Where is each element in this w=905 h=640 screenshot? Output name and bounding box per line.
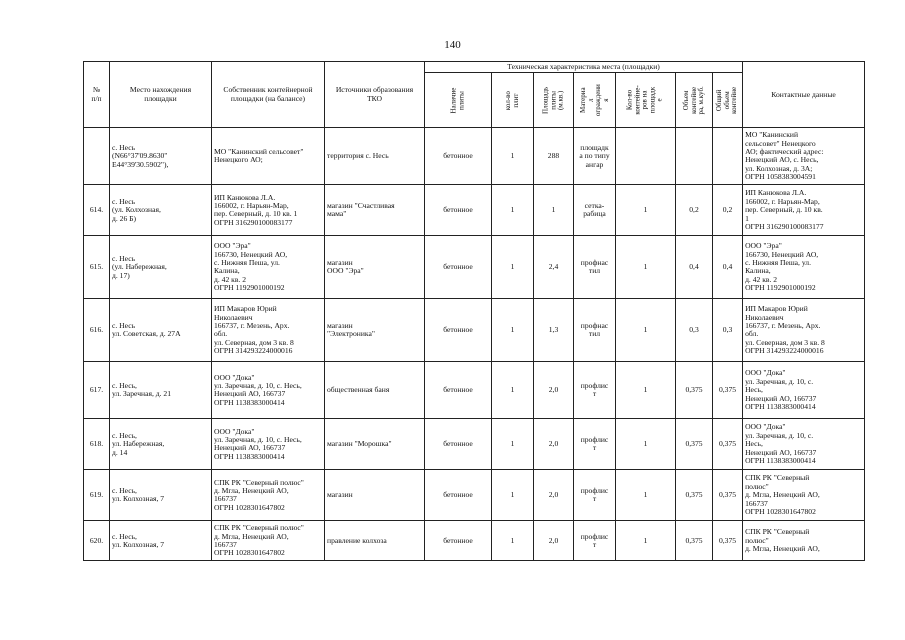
row-count [616, 128, 676, 185]
row-total: 0,375 [713, 419, 743, 470]
row-volume: 0,2 [676, 185, 713, 236]
row-fence: сетка- рабица [574, 185, 616, 236]
row-place: с. Несь, ул. Колхозная, 7 [110, 521, 212, 561]
subheader-slab-area: Площадь плиты (м.кв.) [534, 73, 574, 128]
row-owner: СПК РК "Северный полюс" д. Мгла, Ненецкий АО, 166737 ОГРН 1028301647802 [212, 470, 325, 521]
row-owner: ООО "Эра" 166730, Ненецкий АО, с. Нижняя Пеша, ул. Калина, д. 42 кв. 2 ОГРН 1192901000192 [212, 236, 325, 299]
row-total: 0,4 [713, 236, 743, 299]
row-slab: бетонное [425, 521, 492, 561]
row-fence: профнас тил [574, 236, 616, 299]
subheader-total-volume: Общий объем контейне [713, 73, 743, 128]
row-place: с. Несь (ул. Набережная, д. 17) [110, 236, 212, 299]
row-owner: ИП Макаров Юрий Николаевич 166737, г. Мезень, Арх. обл. ул. Северная, дом 3 кв. 8 ОГРН 314293224000016 [212, 299, 325, 362]
row-slabs: 1 [492, 128, 534, 185]
row-slab: бетонное [425, 299, 492, 362]
header-owner: Собственник контейнерной площадки (на балансе) [212, 62, 325, 128]
row-num: 614. [84, 185, 110, 236]
row-area: 2,0 [534, 419, 574, 470]
row-place: с. Несь, ул. Заречная, д. 21 [110, 362, 212, 419]
row-slab: бетонное [425, 362, 492, 419]
row-total [713, 128, 743, 185]
row-area: 1,3 [534, 299, 574, 362]
row-count: 1 [616, 362, 676, 419]
row-slabs: 1 [492, 521, 534, 561]
row-source: магазин "Морошка" [325, 419, 425, 470]
subheader-slabs-count: кол-во плит [492, 73, 534, 128]
row-contacts: СПК РК "Северный полюс" д. Мгла, Ненецкий АО, 166737 ОГРН 1028301647802 [743, 470, 865, 521]
row-slabs: 1 [492, 185, 534, 236]
row-place: с. Несь (N66°37'09.8630" E44°39'30.5902"), [110, 128, 212, 185]
row-num: 620. [84, 521, 110, 561]
row-count: 1 [616, 299, 676, 362]
row-fence: профлис т [574, 470, 616, 521]
row-area: 1 [534, 185, 574, 236]
row-contacts: ИП Макаров Юрий Николаевич 166737, г. Мезень, Арх. обл. ул. Северная, дом 3 кв. 8 ОГРН 314293224000016 [743, 299, 865, 362]
row-total: 0,3 [713, 299, 743, 362]
row-total: 0,375 [713, 362, 743, 419]
row-slab: бетонное [425, 128, 492, 185]
row-source: общественная баня [325, 362, 425, 419]
row-num [84, 128, 110, 185]
row-volume [676, 128, 713, 185]
table-row [84, 299, 865, 362]
row-num: 615. [84, 236, 110, 299]
row-slabs: 1 [492, 419, 534, 470]
row-area: 2,4 [534, 236, 574, 299]
subheader-slab: Наличие плиты [425, 73, 492, 128]
row-source: магазин [325, 470, 425, 521]
row-num: 617. [84, 362, 110, 419]
row-source: магазин ООО "Эра" [325, 236, 425, 299]
header-source: Источники образования ТКО [325, 62, 425, 128]
row-total: 0,2 [713, 185, 743, 236]
row-owner: ООО "Дока" ул. Заречная, д. 10, с. Несь, Ненецкий АО, 166737 ОГРН 1138383000414 [212, 419, 325, 470]
row-volume: 0,375 [676, 419, 713, 470]
row-source: территория с. Несь [325, 128, 425, 185]
row-owner: ООО "Дока" ул. Заречная, д. 10, с. Несь, Ненецкий АО, 166737 ОГРН 1138383000414 [212, 362, 325, 419]
table-row [84, 236, 865, 299]
subheader-container-volume: Объем контейне ра, м.куб. [676, 73, 713, 128]
table-row [84, 419, 865, 470]
table-row [84, 470, 865, 521]
header-place: Место нахождения площадки [110, 62, 212, 128]
row-area: 2,0 [534, 362, 574, 419]
row-area: 288 [534, 128, 574, 185]
row-owner: ИП Канюкова Л.А. 166002, г. Нарьян-Мар, пер. Северный, д. 10 кв. 1 ОГРН 316290100083177 [212, 185, 325, 236]
row-slabs: 1 [492, 362, 534, 419]
row-total: 0,375 [713, 521, 743, 561]
row-count: 1 [616, 185, 676, 236]
row-slabs: 1 [492, 236, 534, 299]
row-fence: площадк а по типу ангар [574, 128, 616, 185]
page-number: 140 [444, 39, 461, 51]
row-contacts: МО "Канинский сельсовет" Ненецкого АО; фактический адрес: Ненецкий АО, с. Несь, ул. Колхозная, д. 3А; ОГРН 1058383004591 [743, 128, 865, 185]
row-volume: 0,375 [676, 521, 713, 561]
row-place: с. Несь, ул. Набережная, д. 14 [110, 419, 212, 470]
table-row [84, 185, 865, 236]
row-slabs: 1 [492, 470, 534, 521]
row-owner: СПК РК "Северный полюс" д. Мгла, Ненецкий АО, 166737 ОГРН 1028301647802 [212, 521, 325, 561]
row-slab: бетонное [425, 470, 492, 521]
row-source: правление колхоза [325, 521, 425, 561]
row-volume: 0,3 [676, 299, 713, 362]
row-count: 1 [616, 236, 676, 299]
row-volume: 0,375 [676, 362, 713, 419]
row-slabs: 1 [492, 299, 534, 362]
row-count: 1 [616, 521, 676, 561]
row-contacts: СПК РК "Северный полюс" д. Мгла, Ненецкий АО, [743, 521, 865, 561]
row-num: 618. [84, 419, 110, 470]
row-place: с. Несь, ул. Колхозная, 7 [110, 470, 212, 521]
table-row [84, 128, 865, 185]
row-source: магазин "Счастливая мама" [325, 185, 425, 236]
row-contacts: ООО "Эра" 166730, Ненецкий АО, с. Нижняя Пеша, ул. Калина, д. 42 кв. 2 ОГРН 1192901000192 [743, 236, 865, 299]
row-contacts: ООО "Дока" ул. Заречная, д. 10, с. Несь, Ненецкий АО, 166737 ОГРН 1138383000414 [743, 419, 865, 470]
row-fence: профнас тил [574, 299, 616, 362]
header-contacts: Контактные данные [743, 62, 865, 128]
row-fence: профлис т [574, 521, 616, 561]
row-count: 1 [616, 419, 676, 470]
subheader-fence: Материа л ограждени я [574, 73, 616, 128]
row-fence: профлис т [574, 419, 616, 470]
row-contacts: ИП Канюкова Л.А. 166002, г. Нарьян-Мар, пер. Северный, д. 10 кв. 1 ОГРН 316290100083177 [743, 185, 865, 236]
row-place: с. Несь ул. Советская, д. 27А [110, 299, 212, 362]
row-num: 616. [84, 299, 110, 362]
row-place: с. Несь (ул. Колхозная, д. 26 Б) [110, 185, 212, 236]
row-total: 0,375 [713, 470, 743, 521]
row-owner: МО "Канинский сельсовет" Ненецкого АО; [212, 128, 325, 185]
subheader-container-count: Кол-во контейне- ров на площадк e [616, 73, 676, 128]
row-slab: бетонное [425, 419, 492, 470]
row-slab: бетонное [425, 185, 492, 236]
table-row [84, 362, 865, 419]
row-area: 2,0 [534, 470, 574, 521]
row-contacts: ООО "Дока" ул. Заречная, д. 10, с. Несь, Ненецкий АО, 166737 ОГРН 1138383000414 [743, 362, 865, 419]
row-slab: бетонное [425, 236, 492, 299]
row-num: 619. [84, 470, 110, 521]
row-source: магазин "Электроника" [325, 299, 425, 362]
row-area: 2,0 [534, 521, 574, 561]
header-num: № п/п [84, 62, 110, 128]
row-fence: профлис т [574, 362, 616, 419]
row-count: 1 [616, 470, 676, 521]
row-volume: 0,4 [676, 236, 713, 299]
row-volume: 0,375 [676, 470, 713, 521]
table-row [84, 521, 865, 561]
container-sites-table [83, 61, 865, 561]
header-tech: Техническая характеристика места (площадки) [425, 62, 743, 73]
